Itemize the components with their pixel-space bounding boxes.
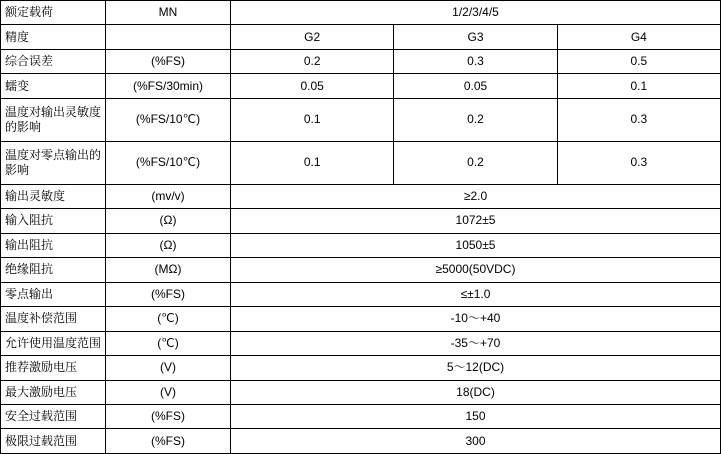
table-row xyxy=(1,1,721,25)
row-label: 输入阻抗 xyxy=(1,209,106,233)
row-value-g3: 0.05 xyxy=(394,74,557,98)
row-unit: (%FS) xyxy=(106,282,231,306)
row-unit: (%FS/10℃) xyxy=(106,141,231,184)
row-unit: (Ω) xyxy=(106,233,231,257)
table-row xyxy=(1,307,721,331)
row-value: ≤±1.0 xyxy=(231,282,721,306)
row-unit: (V) xyxy=(106,380,231,404)
row-label: 输出灵敏度 xyxy=(1,184,106,208)
row-unit: (%FS) xyxy=(106,404,231,428)
row-label: 温度补偿范围 xyxy=(1,307,106,331)
row-label: 极限过载范围 xyxy=(1,429,106,454)
row-value-g2: 0.05 xyxy=(231,74,394,98)
table-row xyxy=(1,49,721,73)
row-value-g2: G2 xyxy=(231,25,394,49)
row-unit: (V) xyxy=(106,356,231,380)
row-value-g2: 0.1 xyxy=(231,98,394,141)
table-row xyxy=(1,331,721,355)
row-value-g4: G4 xyxy=(557,25,720,49)
row-unit xyxy=(106,25,231,49)
row-value-g3: 0.2 xyxy=(394,141,557,184)
row-label: 绝缘阻抗 xyxy=(1,258,106,282)
table-row xyxy=(1,98,721,141)
row-label: 综合误差 xyxy=(1,49,106,73)
row-value: 1072±5 xyxy=(231,209,721,233)
table-row xyxy=(1,141,721,184)
row-value: -10～+40 xyxy=(231,307,721,331)
row-unit: (mv/v) xyxy=(106,184,231,208)
row-value: 18(DC) xyxy=(231,380,721,404)
row-label: 最大激励电压 xyxy=(1,380,106,404)
row-value-g3: 0.3 xyxy=(394,49,557,73)
row-value: 300 xyxy=(231,429,721,454)
table-row xyxy=(1,429,721,454)
row-label: 安全过载范围 xyxy=(1,404,106,428)
table-body xyxy=(1,1,721,454)
row-label: 蠕变 xyxy=(1,74,106,98)
row-unit: (%FS) xyxy=(106,49,231,73)
row-unit: (%FS) xyxy=(106,429,231,454)
row-value: ≥5000(50VDC) xyxy=(231,258,721,282)
table-row xyxy=(1,25,721,49)
row-unit: (℃) xyxy=(106,331,231,355)
table-row xyxy=(1,184,721,208)
row-label: 零点输出 xyxy=(1,282,106,306)
table-row xyxy=(1,258,721,282)
row-value: 1/2/3/4/5 xyxy=(231,1,721,25)
row-value-g4: 0.1 xyxy=(557,74,720,98)
row-value: -35～+70 xyxy=(231,331,721,355)
row-unit: (%FS/30min) xyxy=(106,74,231,98)
row-unit: (%FS/10℃) xyxy=(106,98,231,141)
table-row xyxy=(1,282,721,306)
table-row xyxy=(1,380,721,404)
table-row xyxy=(1,356,721,380)
row-label: 额定载荷 xyxy=(1,1,106,25)
row-value-g4: 0.5 xyxy=(557,49,720,73)
row-label: 精度 xyxy=(1,25,106,49)
row-unit: (℃) xyxy=(106,307,231,331)
row-unit: (Ω) xyxy=(106,209,231,233)
row-value: 5～12(DC) xyxy=(231,356,721,380)
row-value-g4: 0.3 xyxy=(557,98,720,141)
table-row xyxy=(1,209,721,233)
row-unit: (MΩ) xyxy=(106,258,231,282)
row-unit: MN xyxy=(106,1,231,25)
table-row xyxy=(1,233,721,257)
row-value-g3: 0.2 xyxy=(394,98,557,141)
row-value: 150 xyxy=(231,404,721,428)
row-label: 允许使用温度范围 xyxy=(1,331,106,355)
row-value-g2: 0.1 xyxy=(231,141,394,184)
row-value-g4: 0.3 xyxy=(557,141,720,184)
row-value: ≥2.0 xyxy=(231,184,721,208)
row-label: 输出阻抗 xyxy=(1,233,106,257)
row-value: 1050±5 xyxy=(231,233,721,257)
row-label: 推荐激励电压 xyxy=(1,356,106,380)
row-label: 温度对零点输出的影响 xyxy=(1,141,106,184)
table-row xyxy=(1,404,721,428)
table-row xyxy=(1,74,721,98)
row-value-g3: G3 xyxy=(394,25,557,49)
row-label: 温度对输出灵敏度的影响 xyxy=(1,98,106,141)
row-value-g2: 0.2 xyxy=(231,49,394,73)
